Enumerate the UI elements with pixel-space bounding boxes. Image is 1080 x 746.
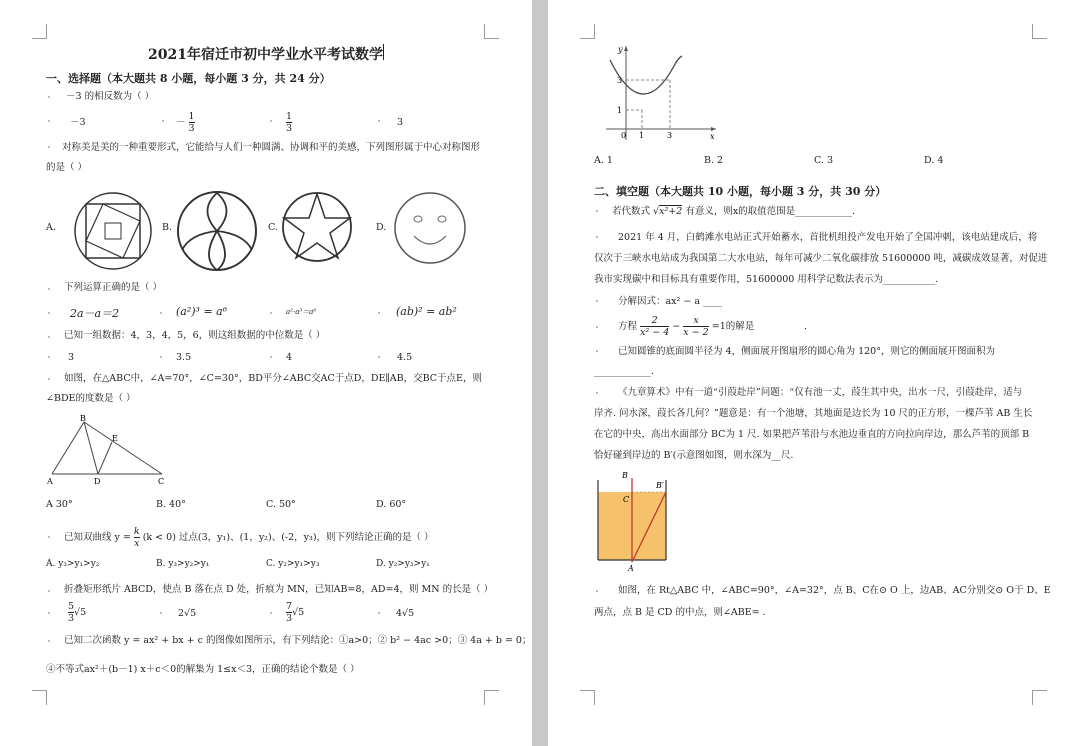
question-12: 方程 $\frac{2}{\text{x² − 4}}$ − $\frac{x}{x - 2}$ =1的解是	[618, 315, 755, 338]
question-11: 分解因式：ax² − a ____	[618, 296, 723, 307]
document-page-left	[0, 0, 532, 746]
q6-option-c: C. y₂>y₁>y₃	[266, 559, 320, 569]
q2-label-d: D.	[376, 222, 387, 233]
q2-label-b: B.	[162, 222, 173, 233]
page-title: 2021年宿迁市初中学业水平考试数学	[148, 47, 383, 63]
document-page-right	[548, 0, 1080, 746]
crop-mark	[32, 690, 47, 705]
question-7-stem: 折叠矩形纸片 ABCD，使点 B 落在点 D 处，折痕为 MN，已知AB=8，AD=4，则 MN 的长是（ ）	[64, 584, 494, 595]
question-4-stem: 已知一组数据：4，3，4，5，6，则这组数据的中位数是（ ）	[64, 330, 326, 341]
question-14-line3: 在它的中央，高出水面部分 BC为 1 尺. 如果把芦苇沿与水池边垂直的方向拉向岸边，那么芦苇的顶部 B	[594, 429, 1030, 440]
crop-mark	[1032, 24, 1047, 39]
figure-three-petal-circle	[174, 188, 260, 274]
question-13-line1: 已知圆锥的底面圆半径为 4，侧面展开图扇形的圆心角为 120°，则它的侧面展开图面积为	[618, 346, 995, 357]
question-14-line1: 《九章算术》中有一道“引葭赴岸”问题：“仅有池一丈，葭生其中央，出水一尺，引葭赴岸，适与	[618, 387, 1023, 398]
crop-mark	[484, 24, 499, 39]
figure-star-in-circle	[280, 190, 354, 264]
q3-option-c: a²·a³＝a⁶	[286, 308, 317, 316]
q1-option-d: 3	[397, 117, 404, 128]
crop-mark	[580, 690, 595, 705]
figure-square-in-circle	[72, 190, 154, 272]
question-3-stem: 下列运算正确的是（ ）	[64, 282, 163, 293]
q6-option-a: A. y₃>y₁>y₂	[46, 559, 100, 569]
question-10-line1: 2021 年 4 月，白鹤滩水电站正式开始蓄水，首批机组投产发电开始了全国冲刺，该电站建成后，将	[618, 232, 1038, 243]
q3-option-b: (a²)³ = a⁶	[176, 305, 228, 318]
q5-option-b: B. 40°	[156, 499, 186, 510]
q8-option-b: B. 2	[704, 155, 724, 166]
q5-option-d: D. 60°	[376, 499, 407, 510]
fig-label-d: D	[94, 477, 101, 486]
q12-end: .	[804, 321, 808, 332]
figure-parabola-graph	[602, 40, 722, 142]
q8-option-a: A. 1	[594, 155, 613, 166]
q5-option-c: C. 50°	[266, 499, 296, 510]
q2-label-c: C.	[268, 222, 278, 233]
q1-option-a: －3	[70, 117, 86, 128]
q4-option-c: 4	[286, 352, 293, 363]
crop-mark	[580, 24, 595, 39]
q6-option-b: B. y₃>y₂>y₁	[156, 559, 210, 569]
fig-label-c: C	[158, 477, 165, 486]
fig-label-a: A	[47, 477, 53, 486]
q4-option-a: 3	[68, 352, 75, 363]
graph-x-label: x	[710, 132, 715, 141]
question-14-line2: 岸齐. 问水深，葭长各几何？”题意是：有一个池塘，其地面是边长为 10 尺的正方形，一棵芦苇 AB 生长	[594, 408, 1033, 419]
page-gutter	[532, 0, 548, 746]
figure-smiley-face	[392, 190, 468, 266]
fig-label-a: A	[628, 564, 634, 572]
q1-option-c: $\frac{1}{3}$	[286, 111, 293, 134]
fig-label-c: C	[623, 495, 630, 504]
text-cursor	[383, 44, 384, 60]
question-2-line1: 对称美是美的一种重要形式，它能给与人们一种圆满、协调和平的美感，下列图形属于中心对称图形	[62, 142, 481, 153]
q7-option-a: $\frac{5}{3}$ √5	[68, 601, 87, 624]
crop-mark	[484, 690, 499, 705]
fig-label-e: E	[112, 434, 118, 443]
q3-option-a: 2a－a＝2	[70, 307, 120, 320]
graph-y-tick-3: 3	[617, 76, 623, 85]
crop-mark	[32, 24, 47, 39]
graph-y-tick-1: 1	[617, 106, 623, 115]
question-15-line1: 如图，在 Rt△ABC 中，∠ABC=90°，∠A=32°，点 B、C在⊙ O 上，边AB、AC分别交⊙ O于 D、E	[618, 585, 1051, 596]
q6-option-d: D. y₂>y₃>y₁	[376, 559, 430, 569]
fig-label-b-prime: B′	[656, 481, 664, 490]
question-8-line2: ④不等式ax²＋(b－1) x＋c＜0的解集为 1≤x＜3，正确的结论个数是（ ）	[46, 664, 360, 675]
section-heading: 二、填空题（本大题共 10 小题，每小题 3 分，共 30 分）	[594, 185, 887, 198]
crop-mark	[1032, 690, 1047, 705]
figure-triangle-abc	[44, 412, 168, 486]
q8-option-c: C. 3	[814, 155, 834, 166]
graph-y-label: y	[618, 45, 623, 54]
question-14-line4: 恰好碰到岸边的 B′(示意图如图，则水深为__尺.	[594, 450, 794, 461]
figure-pond-reed	[592, 470, 672, 572]
graph-origin-label: 0	[621, 131, 627, 140]
q5-option-a: A 30°	[46, 499, 73, 510]
q2-label-a: A.	[46, 222, 56, 233]
graph-x-tick-1: 1	[639, 131, 645, 140]
question-9: 若代数式 √x²+2 有意义，则x的取值范围是____________.	[612, 206, 856, 217]
fig-label-b: B	[622, 471, 628, 480]
fig-label-b: B	[80, 414, 86, 423]
q7-option-b: 2√5	[178, 608, 197, 619]
question-13-line2: ____________.	[594, 366, 655, 377]
question-1-stem: －3 的相反数为（ ）	[66, 91, 155, 102]
section-heading: 一、选择题（本大题共 8 小题，每小题 3 分，共 24 分）	[46, 72, 331, 85]
question-2-line2: 的是（ ）	[46, 162, 88, 173]
q4-option-b: 3.5	[176, 352, 192, 363]
question-10-line2: 仅次于三峡水电站成为我国第二大水电站，每年可减少二氧化碳排放 51600000 吨，减碳成效显著，对促进	[594, 253, 1048, 264]
q1-option-b: － $\frac{1}{3}$	[176, 111, 195, 134]
graph-x-tick-3: 3	[667, 131, 673, 140]
q8-option-d: D. 4	[924, 155, 944, 166]
q7-option-d: 4√5	[396, 608, 415, 619]
question-6-stem: 已知双曲线 y = $\frac{k}{x}$ (k < 0) 过点(3，y₁)、(1，y₂)、(-2，y₃)，则下列结论正确的是（ ）	[64, 526, 434, 549]
question-5-line2: ∠BDE的度数是（ ）	[46, 393, 136, 404]
question-8-line1: 已知二次函数 y = ax² + bx + c 的图像如图所示，有下列结论：①a>0；② b² − 4ac >0；③ 4a + b = 0；	[64, 635, 532, 646]
q7-option-c: $\frac{7}{3}$ √5	[286, 601, 305, 624]
question-15-line2: 两点，点 B 是 CD 的中点，则∠ABE= .	[594, 607, 766, 618]
question-10-line3: 我市实现碳中和目标具有重要作用，51600000 用科学记数法表示为___________.	[594, 274, 939, 285]
q4-option-d: 4.5	[397, 352, 413, 363]
question-5-line1: 如图，在△ABC中，∠A=70°，∠C=30°，BD平分∠ABC交AC于点D，DE∥AB，交BC于点E，则	[64, 373, 482, 384]
q3-option-d: (ab)² = ab²	[396, 305, 457, 318]
